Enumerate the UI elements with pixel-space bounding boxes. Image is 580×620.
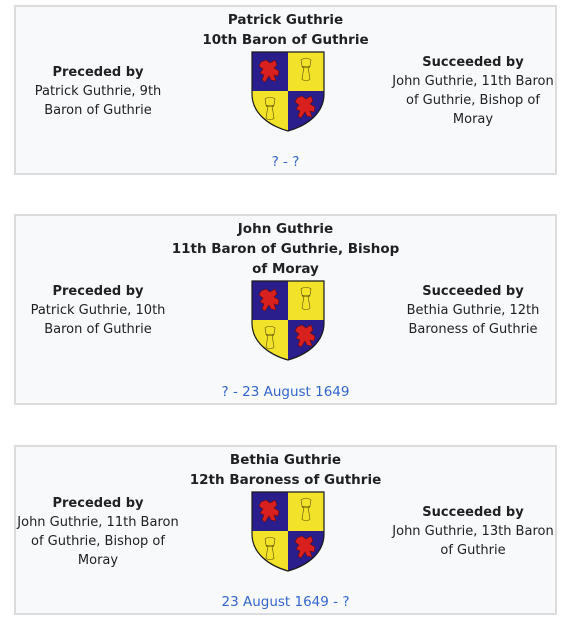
reign-dates xyxy=(16,382,555,402)
title-rank: 12th Baroness of Guthrie xyxy=(189,472,382,488)
title-name: Bethia Guthrie xyxy=(229,452,342,468)
preceded-by-label: Preceded by xyxy=(52,284,144,299)
reign-dates xyxy=(16,152,555,172)
title-rank: 10th Baron of Guthrie xyxy=(202,32,369,48)
succeeded-by-label: Succeeded by xyxy=(422,505,524,520)
title-rank: 11th Baron of Guthrie, Bishop of Moray xyxy=(171,241,400,277)
preceded-by-label: Preceded by xyxy=(52,65,144,80)
succession-title xyxy=(16,10,555,50)
successor-name: John Guthrie, 13th Baron of Guthrie xyxy=(392,524,554,558)
reign-dates xyxy=(16,592,555,612)
reign-dates-link[interactable]: 23 August 1649 - ? xyxy=(221,594,350,610)
succession-box-2 xyxy=(14,214,557,405)
succeeded-by-label: Succeeded by xyxy=(422,284,524,299)
succession-title xyxy=(16,219,555,279)
coat-of-arms-icon xyxy=(250,490,326,572)
preceded-by xyxy=(16,494,180,570)
successor-name: John Guthrie, 11th Baron of Guthrie, Bishop of Moray xyxy=(392,74,554,127)
coat-of-arms-icon xyxy=(250,50,326,132)
succession-box-1 xyxy=(14,5,557,175)
succeeded-by xyxy=(391,282,555,339)
succeeded-by xyxy=(391,53,555,129)
successor-name: Bethia Guthrie, 12th Baroness of Guthrie xyxy=(406,303,540,337)
succession-box-3 xyxy=(14,445,557,615)
reign-dates-link[interactable]: ? - ? xyxy=(271,154,300,170)
preceded-by-label: Preceded by xyxy=(52,496,144,511)
coat-of-arms-icon xyxy=(250,279,326,361)
predecessor-name: Patrick Guthrie, 10th Baron of Guthrie xyxy=(30,303,166,337)
predecessor-name: Patrick Guthrie, 9th Baron of Guthrie xyxy=(34,84,162,118)
predecessor-name: John Guthrie, 11th Baron of Guthrie, Bishop of Moray xyxy=(17,515,179,568)
preceded-by xyxy=(16,63,180,120)
preceded-by xyxy=(16,282,180,339)
succeeded-by xyxy=(391,503,555,560)
reign-dates-link[interactable]: ? - 23 August 1649 xyxy=(221,384,350,400)
succeeded-by-label: Succeeded by xyxy=(422,55,524,70)
succession-title xyxy=(16,450,555,490)
title-name: John Guthrie xyxy=(237,221,334,237)
title-name: Patrick Guthrie xyxy=(227,12,344,28)
